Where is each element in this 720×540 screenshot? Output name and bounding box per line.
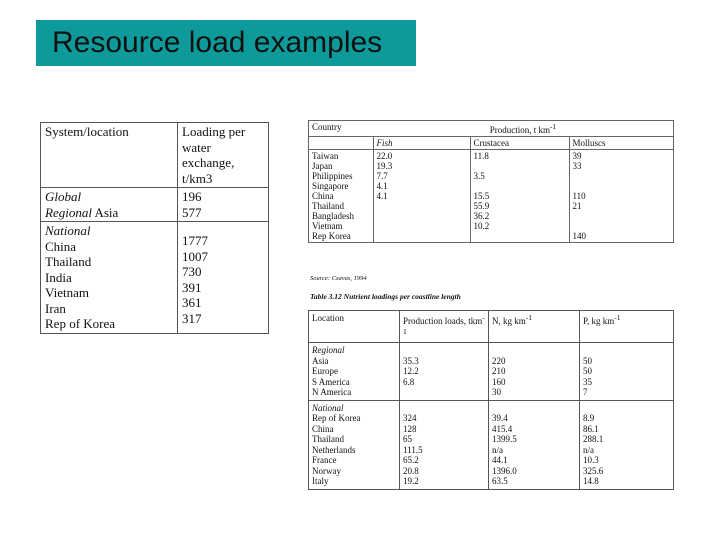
cell: 128 — [403, 423, 417, 434]
row-label: Regional Asia — [45, 204, 119, 220]
cell: Rep Korea — [312, 231, 351, 241]
cell: 4.1 — [376, 181, 388, 191]
cell: Thailand — [312, 434, 344, 444]
cell: Vietnam — [312, 221, 343, 231]
row-label: Global — [45, 189, 82, 204]
header-production-loads: Production loads, tkm$^{-1}$ — [400, 311, 489, 343]
cell: Philippines — [312, 171, 353, 181]
regional-nitrogen — [489, 343, 580, 401]
cell: 1399.5 — [492, 434, 517, 444]
cell: Singapore — [312, 181, 349, 191]
group-global-values — [178, 188, 269, 222]
group-national-locations — [41, 222, 178, 334]
row-label: Rep of Korea — [45, 316, 116, 331]
cell: 210 — [492, 366, 506, 376]
spacer — [583, 403, 670, 414]
cell: 288.1 — [583, 434, 604, 444]
cell: Norway — [312, 465, 341, 476]
cell: China — [312, 191, 334, 201]
cell — [474, 181, 566, 191]
cell: 39 — [572, 151, 582, 161]
cell: Bangladesh — [312, 211, 354, 221]
cell: 35 — [583, 376, 592, 387]
table-caption: Table 3.12 Nutrient loadings per coastline length — [310, 292, 461, 301]
row-label: Iran — [45, 300, 66, 316]
cell: 4.1 — [376, 191, 388, 201]
national-phosphorus — [580, 400, 674, 489]
header-molluscs: Molluscs — [569, 137, 674, 150]
cell: n/a — [583, 444, 594, 455]
cell: Asia — [312, 355, 329, 366]
row-value: 196 — [182, 189, 202, 204]
cell — [474, 161, 566, 171]
cell: 10.2 — [473, 221, 490, 231]
cell: 7 — [583, 387, 588, 397]
spacer — [492, 345, 576, 356]
regional-locations — [309, 343, 400, 401]
cell: 7.7 — [376, 171, 388, 181]
spacer — [403, 345, 485, 356]
table-subheader-row — [309, 137, 674, 150]
cell: Japan — [312, 161, 333, 171]
cell: 111.5 — [403, 444, 423, 455]
national-locations — [309, 400, 400, 489]
cell: 50 — [583, 366, 592, 376]
cell: 36.2 — [473, 211, 490, 221]
cell: 160 — [492, 376, 506, 387]
cell: 6.8 — [403, 376, 415, 387]
cell: 11.8 — [473, 151, 489, 161]
cell: 1396.0 — [492, 465, 517, 476]
cell: 10.3 — [583, 455, 599, 465]
group-national-values — [178, 222, 269, 334]
table-row-group-regional — [309, 343, 674, 401]
molluscs-column — [569, 150, 674, 243]
table-row-group-national — [309, 400, 674, 489]
cell: 324 — [403, 413, 417, 423]
cell — [573, 221, 671, 231]
table-row-group-global — [41, 188, 269, 222]
cell: 55.9 — [473, 201, 490, 211]
header-production: Production, t $km^{-1}$ — [373, 121, 674, 137]
cell: n/a — [492, 444, 503, 455]
cell: 35.3 — [403, 355, 419, 366]
row-label: Thailand — [45, 254, 92, 269]
cell: 325.6 — [583, 465, 604, 476]
national-nitrogen — [489, 400, 580, 489]
header-loading: Loading per water exchange, t/km3 — [178, 123, 269, 188]
header-system-location: System/location — [41, 123, 178, 188]
row-label: India — [45, 269, 72, 285]
cell: 8.9 — [583, 413, 595, 423]
header-phosphorus: P, kg $km^{-1}$ — [580, 311, 674, 343]
cell: 110 — [572, 191, 586, 201]
national-production — [400, 400, 489, 489]
cell: Italy — [312, 476, 329, 486]
table-header-row — [41, 123, 269, 188]
cell: 30 — [492, 387, 501, 397]
cell: 3.5 — [473, 171, 485, 181]
row-value: 577 — [182, 204, 202, 220]
row-value: 391 — [182, 279, 202, 295]
fish-column — [373, 150, 470, 243]
cell: 14.8 — [583, 476, 599, 486]
loading-table — [40, 122, 269, 334]
regional-phosphorus — [580, 343, 674, 401]
cell: 22.0 — [376, 151, 393, 161]
header-fish: Fish — [373, 137, 470, 150]
cell: 19.3 — [376, 161, 393, 171]
cell: 12.2 — [403, 366, 419, 376]
cell: 65 — [403, 434, 412, 444]
cell: Netherlands — [312, 444, 356, 455]
group-global-locations — [41, 188, 178, 222]
cell: 15.5 — [473, 191, 490, 201]
cell: 63.5 — [492, 476, 508, 486]
cell: 140 — [572, 231, 586, 241]
cell: 19.2 — [403, 476, 419, 486]
slide-title: Resource load examples — [36, 20, 416, 66]
header-location: Location — [309, 311, 400, 343]
production-table — [308, 120, 674, 243]
cell: Europe — [312, 366, 338, 376]
cell: S America — [312, 376, 350, 387]
header-empty — [309, 137, 374, 150]
cell: 50 — [583, 355, 592, 366]
regional-production — [400, 343, 489, 401]
table-body-row — [309, 150, 674, 243]
country-column — [309, 150, 374, 243]
cell: 86.1 — [583, 423, 599, 434]
cell: N America — [312, 387, 352, 397]
cell: China — [312, 423, 334, 434]
group-label: Regional — [312, 345, 345, 355]
header-nitrogen: N, kg $km^{-1}$ — [489, 311, 580, 343]
row-value: 730 — [182, 264, 202, 279]
spacer — [403, 403, 485, 414]
spacer — [583, 345, 670, 356]
nutrient-table — [308, 310, 674, 490]
cell: 21 — [572, 201, 582, 211]
spacer — [182, 223, 264, 233]
cell: 220 — [492, 355, 506, 366]
row-value: 1007 — [182, 248, 208, 264]
row-label: China — [45, 238, 77, 254]
cell: 65.2 — [403, 455, 419, 465]
cell: Rep of Korea — [312, 413, 361, 423]
table-row-group-national — [41, 222, 269, 334]
crustacea-column — [470, 150, 569, 243]
cell: 33 — [572, 161, 582, 171]
cell: 39.4 — [492, 413, 508, 423]
row-value: 1777 — [182, 233, 208, 248]
row-value: 317 — [182, 310, 202, 326]
cell — [573, 181, 671, 191]
cell: 415.4 — [492, 423, 513, 434]
table-header-row — [309, 121, 674, 137]
cell: Thailand — [312, 201, 344, 211]
header-crustacea: Crustacea — [470, 137, 569, 150]
row-label: Vietnam — [45, 285, 89, 300]
cell: 44.1 — [492, 455, 508, 465]
cell: Taiwan — [312, 151, 339, 161]
row-value: 361 — [182, 295, 202, 310]
spacer — [492, 403, 576, 414]
cell: 20.8 — [403, 465, 419, 476]
cell — [573, 171, 671, 181]
group-label: National — [45, 223, 91, 238]
source-note: Source: Csavas, 1994 — [310, 275, 367, 282]
header-country: Country — [309, 121, 374, 137]
cell: France — [312, 455, 337, 465]
group-label: National — [312, 402, 344, 413]
cell — [573, 211, 671, 221]
table-header-row — [309, 311, 674, 343]
